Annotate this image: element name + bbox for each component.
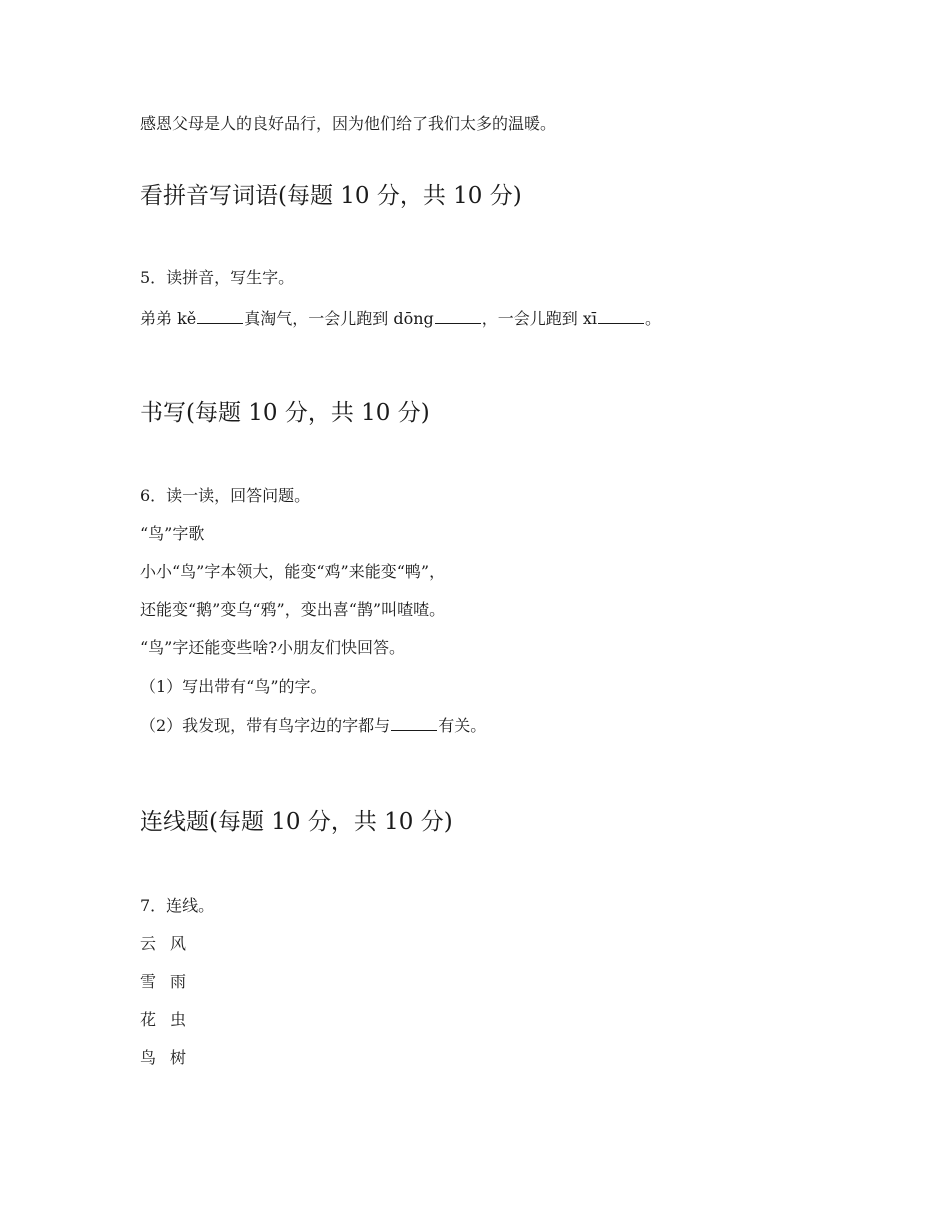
poem-line-2: 还能变“鹅”变乌“鸦”，变出喜“鹊”叫喳喳。 xyxy=(140,600,446,619)
sentence-part-4: 。 xyxy=(645,309,662,328)
section-heading-pinyin: 看拼音写词语(每题 10 分，共 10 分) xyxy=(140,183,522,209)
match-right-item[interactable]: 虫 xyxy=(170,1010,187,1029)
match-row xyxy=(140,933,186,955)
question-7-title: 7．连线。 xyxy=(140,896,215,915)
match-left-item[interactable]: 雪 xyxy=(140,972,157,991)
match-right-item[interactable]: 风 xyxy=(170,934,187,953)
match-left-item[interactable]: 鸟 xyxy=(140,1048,157,1067)
intro-text: 感恩父母是人的良好品行，因为他们给了我们太多的温暖。 xyxy=(140,114,557,133)
sub-question-1: （1）写出带有“鸟”的字。 xyxy=(140,677,327,696)
question-5-title: 5．读拼音，写生字。 xyxy=(140,268,295,287)
section-heading-writing: 书写(每题 10 分，共 10 分) xyxy=(140,400,430,426)
blank-4[interactable] xyxy=(391,714,437,731)
sub-question-2-text-a: （2）我发现，带有鸟字边的字都与 xyxy=(140,716,391,735)
match-row xyxy=(140,1009,186,1031)
match-row xyxy=(140,971,186,993)
question-6-title: 6．读一读，回答问题。 xyxy=(140,486,311,505)
poem-title: “鸟”字歌 xyxy=(140,524,205,543)
sentence-part-2: 真淘气，一会儿跑到 dōng xyxy=(244,309,434,328)
match-left-item[interactable]: 花 xyxy=(140,1010,157,1029)
blank-3[interactable] xyxy=(598,307,644,324)
blank-2[interactable] xyxy=(435,307,481,324)
match-row xyxy=(140,1047,186,1069)
blank-1[interactable] xyxy=(197,307,243,324)
question-5-sentence xyxy=(140,307,661,330)
sentence-part-1: 弟弟 kě xyxy=(140,309,197,328)
poem-line-3: “鸟”字还能变些啥?小朋友们快回答。 xyxy=(140,638,405,657)
sentence-part-3: ，一会儿跑到 xī xyxy=(481,309,598,328)
match-left-item[interactable]: 云 xyxy=(140,934,157,953)
match-right-item[interactable]: 雨 xyxy=(170,972,187,991)
poem-line-1: 小小“鸟”字本领大，能变“鸡”来能变“鸭”， xyxy=(140,562,446,581)
match-right-item[interactable]: 树 xyxy=(170,1048,187,1067)
sub-question-2-text-b: 有关。 xyxy=(438,716,487,735)
sub-question-2 xyxy=(140,714,486,737)
section-heading-matching: 连线题(每题 10 分，共 10 分) xyxy=(140,809,453,835)
